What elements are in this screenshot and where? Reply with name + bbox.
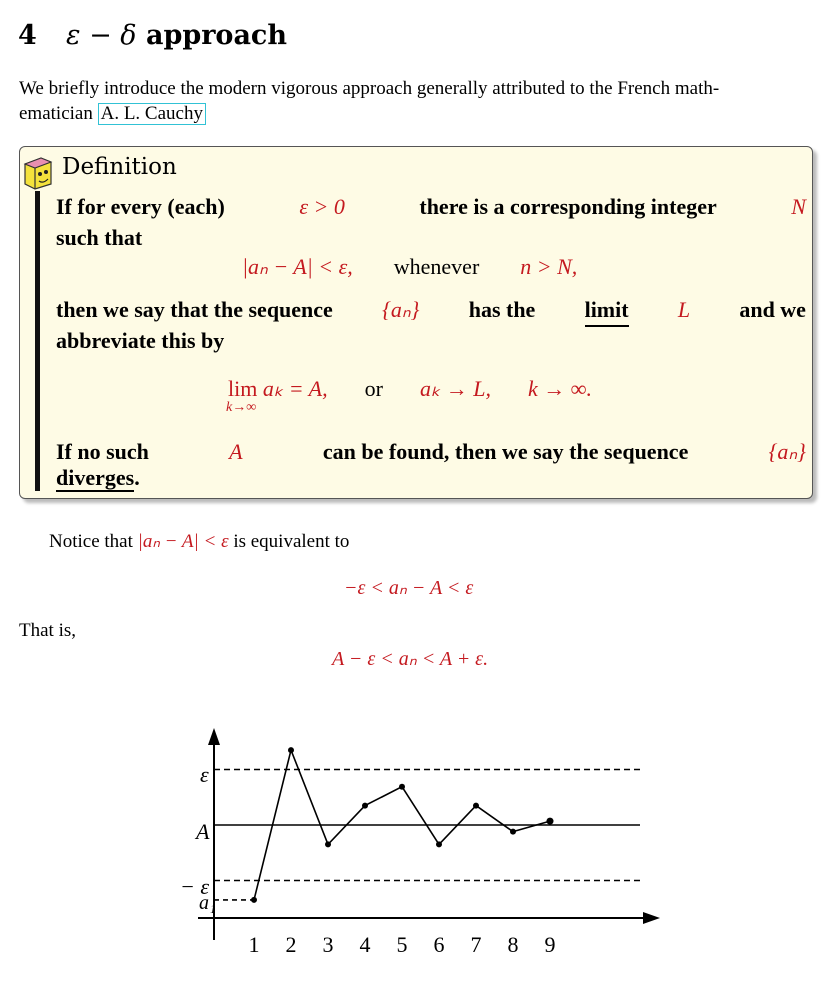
sequence-point-6: [436, 841, 442, 847]
lim-or: or: [364, 376, 383, 401]
equation-2: A − ε < aₙ < A + ε.: [332, 648, 489, 670]
def-text-d: has the: [468, 297, 536, 322]
def-A: A: [229, 439, 243, 464]
x-tick-4: 4: [359, 932, 371, 957]
label-epsilon: ε: [200, 762, 209, 787]
section-symbol: ε − δ: [66, 20, 137, 51]
definition-title: Definition: [62, 154, 177, 180]
label-minus-epsilon: − ε: [180, 874, 210, 899]
def-seq: {aₙ}: [382, 297, 420, 322]
x-tick-3: 3: [322, 932, 334, 957]
lim-expr: aₖ = A,: [262, 376, 328, 401]
x-tick-1: 1: [248, 932, 260, 957]
sequence-point-8: [510, 829, 516, 835]
section-title: approach: [145, 20, 288, 51]
sequence-point-2: [288, 747, 294, 753]
x-tick-9: 9: [544, 932, 556, 957]
notice-text-b: is equivalent to: [233, 531, 350, 552]
author-link[interactable]: A. L. Cauchy: [98, 103, 206, 125]
intro-line2: ematician: [19, 103, 93, 124]
def-seq-2: {aₙ}: [768, 439, 806, 464]
equation-1: −ε < aₙ − A < ε: [344, 577, 474, 599]
lim-k: k → ∞.: [528, 376, 592, 401]
sequence-point-9: [547, 818, 554, 825]
x-tick-7: 7: [470, 932, 482, 957]
sequence-point-4: [362, 803, 368, 809]
section-number: 4: [18, 20, 37, 51]
y-axis-arrow: [208, 728, 220, 745]
sequence-point-3: [325, 841, 331, 847]
cond-word: whenever: [393, 254, 480, 279]
definition-line2: such that: [56, 225, 143, 250]
notice-text-a: Notice that: [49, 531, 133, 552]
def-text-b: there is a corresponding integer: [419, 194, 717, 219]
x-axis-arrow: [643, 912, 660, 924]
x-tick-labels: [249, 932, 556, 957]
cond-left: |aₙ − A| < ε,: [242, 254, 353, 279]
x-tick-2: 2: [285, 932, 297, 957]
x-tick-8: 8: [507, 932, 519, 957]
definition-line4: abbreviate this by: [56, 328, 225, 353]
def-text-a: If for every (each): [56, 194, 225, 219]
sequence-point-5: [399, 784, 405, 790]
def-period: .: [134, 465, 140, 490]
that-is: That is,: [19, 620, 76, 641]
sequence-point-1: [251, 897, 257, 903]
label-a1: a₁: [199, 892, 216, 914]
cond-right: n > N,: [520, 254, 578, 279]
sequence-point-7: [473, 803, 479, 809]
intro-line1: We briefly introduce the modern vigorous approach generally attributed to the French math-: [19, 78, 720, 99]
def-text-g: can be found, then we say the sequence: [322, 439, 689, 464]
def-diverges: diverges: [56, 465, 135, 490]
x-tick-5: 5: [396, 932, 408, 957]
def-text-e: and we: [739, 297, 806, 322]
lim-word: lim: [228, 376, 258, 401]
def-text-c: then we say that the sequence: [56, 297, 333, 322]
label-A: A: [196, 819, 210, 844]
notice-math: |aₙ − A| < ε: [137, 531, 229, 552]
def-epsilon: ε > 0: [299, 194, 345, 219]
lim-sub: k→∞: [226, 400, 257, 415]
x-tick-6: 6: [433, 932, 445, 957]
def-text-f: If no such: [56, 439, 149, 464]
def-N: N: [791, 194, 806, 219]
def-L: L: [677, 297, 691, 322]
lim-arrow: aₖ → L,: [419, 376, 492, 401]
def-limit: limit: [585, 294, 629, 327]
